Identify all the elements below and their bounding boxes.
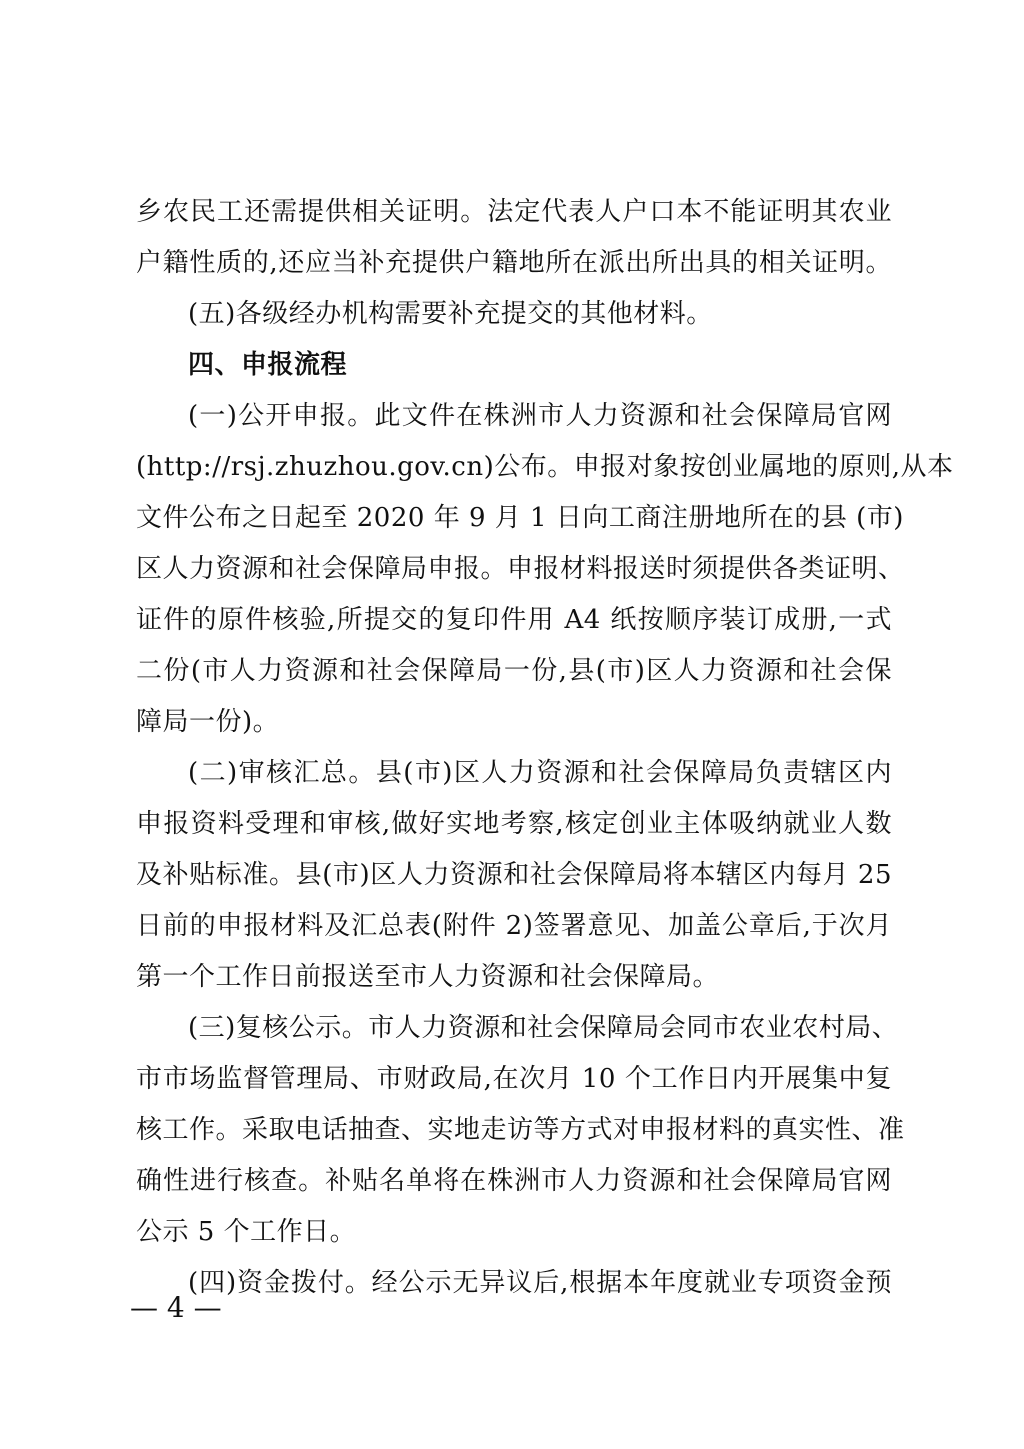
paragraph-2-line-5: 第一个工作日前报送至市人力资源和社会保障局。 (136, 962, 720, 992)
body-line-1: 乡农民工还需提供相关证明。法定代表人户口本不能证明其农业 (136, 197, 892, 227)
paragraph-2-line-4: 日前的申报材料及汇总表(附件 2)签署意见、加盖公章后,于次月 (136, 911, 892, 941)
paragraph-1-line-1: (一)公开申报。此文件在株洲市人力资源和社会保障局官网 (188, 401, 892, 431)
paragraph-1-line-4: 区人力资源和社会保障局申报。申报材料报送时须提供各类证明、 (136, 554, 905, 584)
list-item-5: (五)各级经办机构需要补充提交的其他材料。 (188, 299, 713, 329)
paragraph-3-line-1: (三)复核公示。市人力资源和社会保障局会同市农业农村局、 (188, 1013, 899, 1043)
page-number: — 4 — (130, 1291, 222, 1324)
paragraph-1-line-6: 二份(市人力资源和社会保障局一份,县(市)区人力资源和社会保 (136, 656, 892, 686)
paragraph-3-line-3: 核工作。采取电话抽查、实地走访等方式对申报材料的真实性、准 (136, 1115, 905, 1145)
section-heading: 四、申报流程 (188, 350, 348, 380)
paragraph-1-line-2: (http://rsj.zhuzhou.gov.cn)公布。申报对象按创业属地的原则,从本 (136, 452, 954, 482)
body-line-2: 户籍性质的,还应当补充提供户籍地所在派出所出具的相关证明。 (136, 248, 892, 278)
paragraph-3-line-5: 公示 5 个工作日。 (136, 1217, 357, 1247)
paragraph-2-line-1: (二)审核汇总。县(市)区人力资源和社会保障局负责辖区内 (188, 758, 892, 788)
paragraph-3-line-4: 确性进行核查。补贴名单将在株洲市人力资源和社会保障局官网 (136, 1166, 892, 1196)
paragraph-4-line-1: (四)资金拨付。经公示无异议后,根据本年度就业专项资金预 (188, 1268, 892, 1298)
paragraph-3-line-2: 市市场监督管理局、市财政局,在次月 10 个工作日内开展集中复 (136, 1064, 892, 1094)
paragraph-2-line-2: 申报资料受理和审核,做好实地考察,核定创业主体吸纳就业人数 (136, 809, 892, 839)
paragraph-1-line-7: 障局一份)。 (136, 707, 280, 737)
paragraph-2-line-3: 及补贴标准。县(市)区人力资源和社会保障局将本辖区内每月 25 (136, 860, 892, 890)
paragraph-1-line-5: 证件的原件核验,所提交的复印件用 A4 纸按顺序装订成册,一式 (136, 605, 892, 635)
paragraph-1-line-3: 文件公布之日起至 2020 年 9 月 1 日向工商注册地所在的县 (市) (136, 503, 904, 533)
